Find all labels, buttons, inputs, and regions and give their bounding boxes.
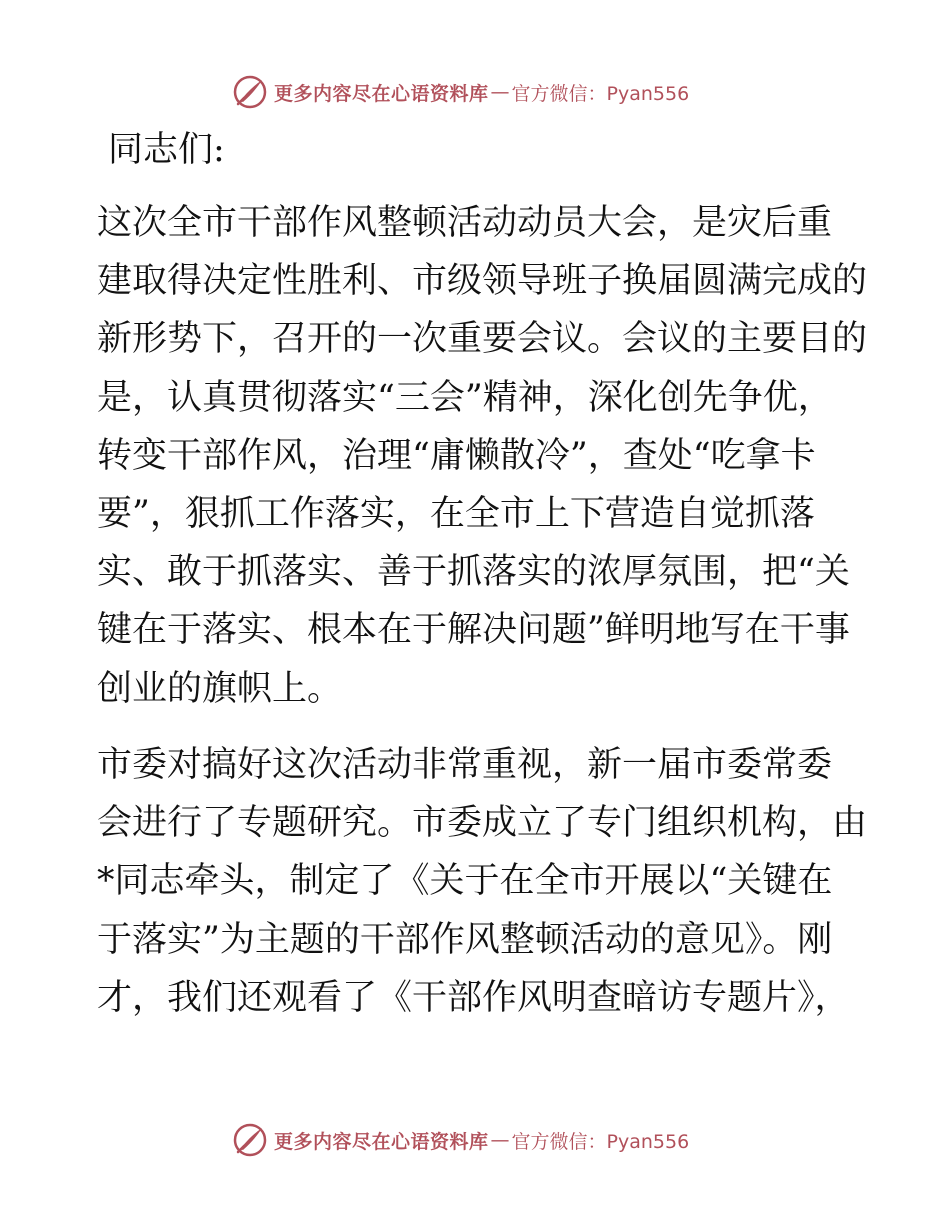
paragraph-line: 实、敢于抓落实、善于抓落实的浓厚氛围，把“关 [97, 552, 850, 593]
quill-pen-logo-icon [232, 1122, 268, 1158]
paragraph-1 [97, 194, 868, 718]
paragraph-line: 新形势下，召开的一次重要会议。会议的主要目的 [97, 319, 868, 360]
paragraph-line: 是，认真贯彻落实“三会”精神，深化创先争优， [97, 377, 833, 418]
watermark-dash: — [490, 1129, 510, 1151]
watermark-text: 更多内容尽在心语资料库 [274, 82, 489, 105]
paragraph-line: 要”，狠抓工作落实，在全市上下营造自觉抓落 [97, 493, 815, 534]
paragraph-line: 转变干部作风，治理“庸懒散冷”，查处“吃拿卡 [97, 435, 816, 476]
paragraph-line: 建取得决定性胜利、市级领导班子换届圆满完成的 [97, 261, 868, 302]
quill-pen-logo-icon [232, 74, 268, 110]
paragraph-line: 创业的旗帜上。 [97, 668, 343, 709]
watermark-dash: — [490, 81, 510, 103]
paragraph-line: 会进行了专题研究。市委成立了专门组织机构，由 [97, 803, 868, 844]
paragraph-line: 市委对搞好这次活动非常重视，新一届市委常委 [97, 745, 833, 785]
watermark-contact: 官方微信：Pyan556 [511, 1130, 690, 1153]
salutation: 同志们: [108, 130, 225, 170]
paragraph-2 [97, 736, 868, 1027]
paragraph-line: 键在于落实、根本在于解决问题”鲜明地写在干事 [97, 610, 850, 651]
paragraph-line: 这次全市干部作风整顿活动动员大会，是灾后重 [97, 203, 833, 243]
header-watermark [232, 72, 689, 112]
watermark-contact: 官方微信：Pyan556 [511, 82, 690, 105]
footer-watermark [232, 1120, 689, 1160]
watermark-text: 更多内容尽在心语资料库 [274, 1130, 489, 1153]
paragraph-line: 于落实”为主题的干部作风整顿活动的意见》。刚 [97, 919, 833, 960]
paragraph-line: *同志牵头，制定了《关于在全市开展以“关键在 [97, 861, 833, 902]
paragraph-line: 才，我们还观看了《干部作风明查暗访专题片》， [97, 977, 850, 1018]
